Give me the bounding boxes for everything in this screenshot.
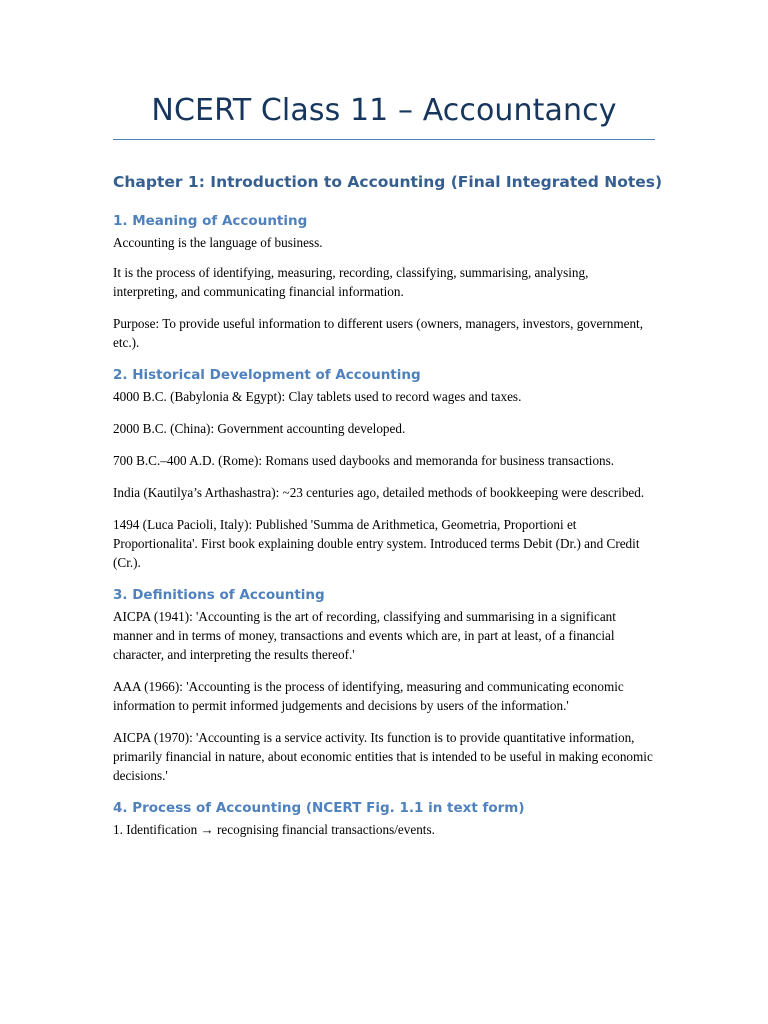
paragraph: AICPA (1941): 'Accounting is the art of recording, classifying and summarising in a significant manner and in terms of money, transactions and events which are, in part at least, of a financial character, and interpreting the results thereof.' (113, 609, 616, 662)
section-heading: 4. Process of Accounting (NCERT Fig. 1.1 in text form) (113, 800, 525, 816)
paragraph: 1494 (Luca Pacioli, Italy): Published 'Summa de Arithmetica, Geometria, Proportioni et Proportionalita'. First book explaining double entry system. Introduced terms Debit (Dr.) and Credit (Cr.). (113, 517, 640, 570)
section-process (113, 796, 655, 839)
document-title: NCERT Class 11 – Accountancy (151, 93, 617, 128)
paragraph: 700 B.C.–400 A.D. (Rome): Romans used daybooks and memoranda for business transactions. (113, 453, 615, 468)
paragraph: 1. Identification → recognising financial transactions/events. (113, 822, 435, 837)
paragraph: It is the process of identifying, measuring, recording, classifying, summarising, analysing, interpreting, and communicating financial information. (113, 265, 589, 299)
chapter-heading: Chapter 1: Introduction to Accounting (Final Integrated Notes) (113, 173, 663, 191)
paragraph: Purpose: To provide useful information to different users (owners, managers, investors, government, etc.). (113, 316, 644, 350)
section-history (113, 363, 655, 572)
section-heading: 3. Definitions of Accounting (113, 587, 325, 603)
section-heading: 1. Meaning of Accounting (113, 213, 308, 229)
paragraph: Accounting is the language of business. (113, 235, 323, 250)
section-heading: 2. Historical Development of Accounting (113, 367, 421, 383)
paragraph: 4000 B.C. (Babylonia & Egypt): Clay tablets used to record wages and taxes. (113, 389, 522, 404)
title-underline (113, 139, 655, 140)
section-meaning (113, 209, 655, 352)
paragraph: AICPA (1970): 'Accounting is a service activity. Its function is to provide quantitative information, primarily financial in nature, about economic entities that is intended to be useful in making economic decisions.' (113, 730, 653, 783)
paragraph: AAA (1966): 'Accounting is the process of identifying, measuring and communicating economic information to permit informed judgements and decisions by users of the information.' (113, 679, 624, 713)
document-body (113, 170, 663, 850)
paragraph: India (Kautilya’s Arthashastra): ~23 centuries ago, detailed methods of bookkeeping were described. (113, 485, 645, 500)
section-definitions (113, 583, 655, 785)
paragraph: 2000 B.C. (China): Government accounting developed. (113, 421, 406, 436)
